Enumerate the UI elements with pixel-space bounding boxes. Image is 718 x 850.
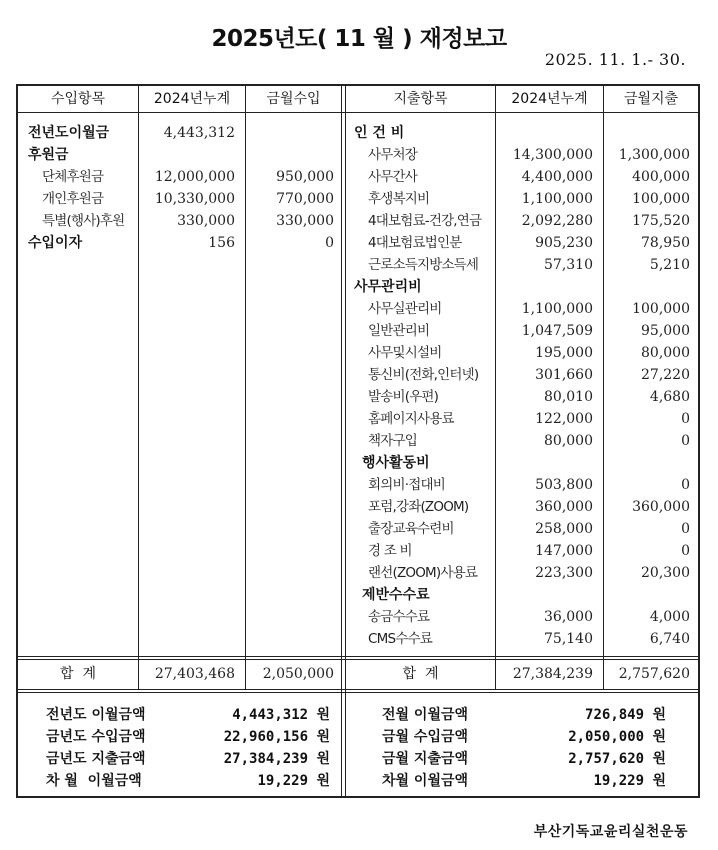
expense-cumulative: 75,140 [544,631,593,647]
expense-cumulative: 905,230 [535,235,593,251]
income-label: 후원금 [28,147,69,163]
summary-label: 금년도 수입금액 [46,729,146,745]
expense-category: 행사활동비 [362,455,430,471]
expense-cumulative: 80,010 [544,389,593,405]
header-expense-item: 지출항목 [393,91,448,107]
expense-month: 4,000 [649,609,690,625]
organization-name: 부산기독교윤리실천운동 [533,824,688,840]
income-month: 770,000 [276,191,334,207]
summary-label: 금월 지출금액 [382,751,469,767]
expense-label: 후생복지비 [368,191,430,207]
summary-value: 2,757,620 원 [568,751,666,767]
expense-month: 100,000 [632,301,690,317]
summary-label: 금월 수입금액 [382,729,469,745]
income-total-month: 2,050,000 [262,666,334,682]
totals-top-line [18,656,698,657]
expense-label: 회의비·접대비 [368,477,445,493]
expense-month: 95,000 [641,323,690,339]
expense-cumulative: 147,000 [535,543,593,559]
income-month: 950,000 [276,169,334,185]
expense-label: 출장교육수련비 [368,521,454,537]
summary-label: 전월 이월금액 [382,707,469,723]
expense-label: 사무실관리비 [368,301,442,317]
totals-top-line-2 [18,659,698,660]
expense-month: 20,300 [641,565,690,581]
summary-value: 2,050,000 원 [568,729,666,745]
expense-month: 175,520 [632,213,690,229]
income-label: 단체후원금 [42,169,104,185]
income-cumulative: 4,443,312 [163,125,235,141]
expense-label: 사무및시설비 [368,345,442,361]
income-label: 전년도이월금 [28,125,110,141]
expense-cumulative: 2,092,280 [521,213,593,229]
expense-cumulative: 80,000 [544,433,593,449]
totals-bottom-line [18,689,698,690]
income-month: 330,000 [276,213,334,229]
expense-cumulative: 503,800 [535,477,593,493]
expense-month: 80,000 [641,345,690,361]
income-label: 특별(행사)후원 [42,213,125,229]
totals-bottom-line-2 [18,692,698,693]
income-cumulative: 12,000,000 [154,169,235,185]
expense-category: 인 건 비 [354,125,405,141]
expense-label: 책자구입 [368,433,417,449]
expense-cumulative: 1,047,509 [521,323,593,339]
expense-category: 제반수수료 [362,587,430,603]
expense-cumulative: 301,660 [535,367,593,383]
expense-cumulative: 1,100,000 [521,301,593,317]
summary-value: 19,229 원 [257,773,330,789]
expense-cumulative: 258,000 [535,521,593,537]
income-cumulative: 156 [208,235,235,251]
expense-label: 통신비(전화,인터넷) [368,367,479,383]
expense-label: 포럼,강좌(ZOOM) [368,499,469,515]
income-total-label: 합 계 [60,666,96,682]
expense-month: 1,300,000 [618,147,690,163]
expense-label: 경 조 비 [368,543,412,559]
summary-label: 전년도 이월금액 [46,707,146,723]
income-label: 수입이자 [28,235,83,251]
expense-cumulative: 57,310 [544,257,593,273]
expense-month: 0 [681,433,690,449]
finance-table [16,84,700,798]
expense-label: 송금수수료 [368,609,430,625]
expense-label: 홈페이지사용료 [368,411,454,427]
expense-month: 0 [681,521,690,537]
expense-month: 78,950 [641,235,690,251]
header-expense-month: 금월지출 [623,91,679,107]
expense-month: 360,000 [632,499,690,515]
summary-label: 금년도 지출금액 [46,751,146,767]
expense-cumulative: 4,400,000 [521,169,593,185]
header-income-month: 금월수입 [266,91,321,107]
summary-value: 22,960,156 원 [223,729,330,745]
page-title: 2025년도( 11 월 ) 재정보고 [211,26,507,52]
expense-label: 근로소득지방소득세 [368,257,479,273]
expense-cumulative: 36,000 [544,609,593,625]
income-total-cumulative: 27,403,468 [154,666,235,682]
expense-cumulative: 223,300 [535,565,593,581]
expense-category: 사무관리비 [354,279,422,295]
expense-month: 100,000 [632,191,690,207]
expense-cumulative: 195,000 [535,345,593,361]
summary-value: 726,849 원 [585,707,666,723]
col-divider [345,86,346,798]
expense-cumulative: 360,000 [535,499,593,515]
expense-month: 0 [681,477,690,493]
header-income-item: 수입항목 [50,91,106,107]
expense-total-cumulative: 27,384,239 [512,666,593,682]
col-divider [341,86,342,798]
expense-month: 4,680 [649,389,690,405]
header-divider [18,112,698,113]
income-month [246,122,334,144]
income-month: 0 [325,235,334,251]
income-cumulative: 330,000 [177,213,235,229]
summary-label: 차 월 이월금액 [46,773,142,789]
header-expense-cumulative: 2024년누계 [511,91,588,107]
report-period: 2025. 11. 1.- 30. [544,50,686,69]
summary-label: 차월 이월금액 [382,773,469,789]
expense-label: 4대보험료법인분 [368,235,462,251]
summary-value: 4,443,312 원 [232,707,330,723]
expense-month: 5,210 [649,257,690,273]
expense-label: 사무처장 [368,147,417,163]
expense-month: 6,740 [649,631,690,647]
expense-month: 27,220 [641,367,690,383]
expense-label: 일반관리비 [368,323,430,339]
expense-cumulative: 122,000 [535,411,593,427]
summary-value: 27,384,239 원 [223,751,330,767]
expense-month: 400,000 [632,169,690,185]
expense-month: 0 [681,543,690,559]
header-income-cumulative: 2024년누계 [153,91,231,107]
expense-label: 발송비(우편) [368,389,439,405]
summary-value: 19,229 원 [593,773,666,789]
expense-total-month: 2,757,620 [618,666,690,682]
income-label: 개인후원금 [42,191,104,207]
expense-label: 사무간사 [368,169,417,185]
expense-total-label: 합 계 [402,666,439,682]
expense-month: 0 [681,411,690,427]
expense-label: 랜선(ZOOM)사용료 [368,565,478,581]
expense-label: CMS수수료 [368,631,432,647]
expense-label: 4대보험료-건강,연금 [368,213,482,229]
expense-cumulative: 14,300,000 [512,147,593,163]
income-cumulative: 10,330,000 [154,191,235,207]
expense-cumulative: 1,100,000 [521,191,593,207]
